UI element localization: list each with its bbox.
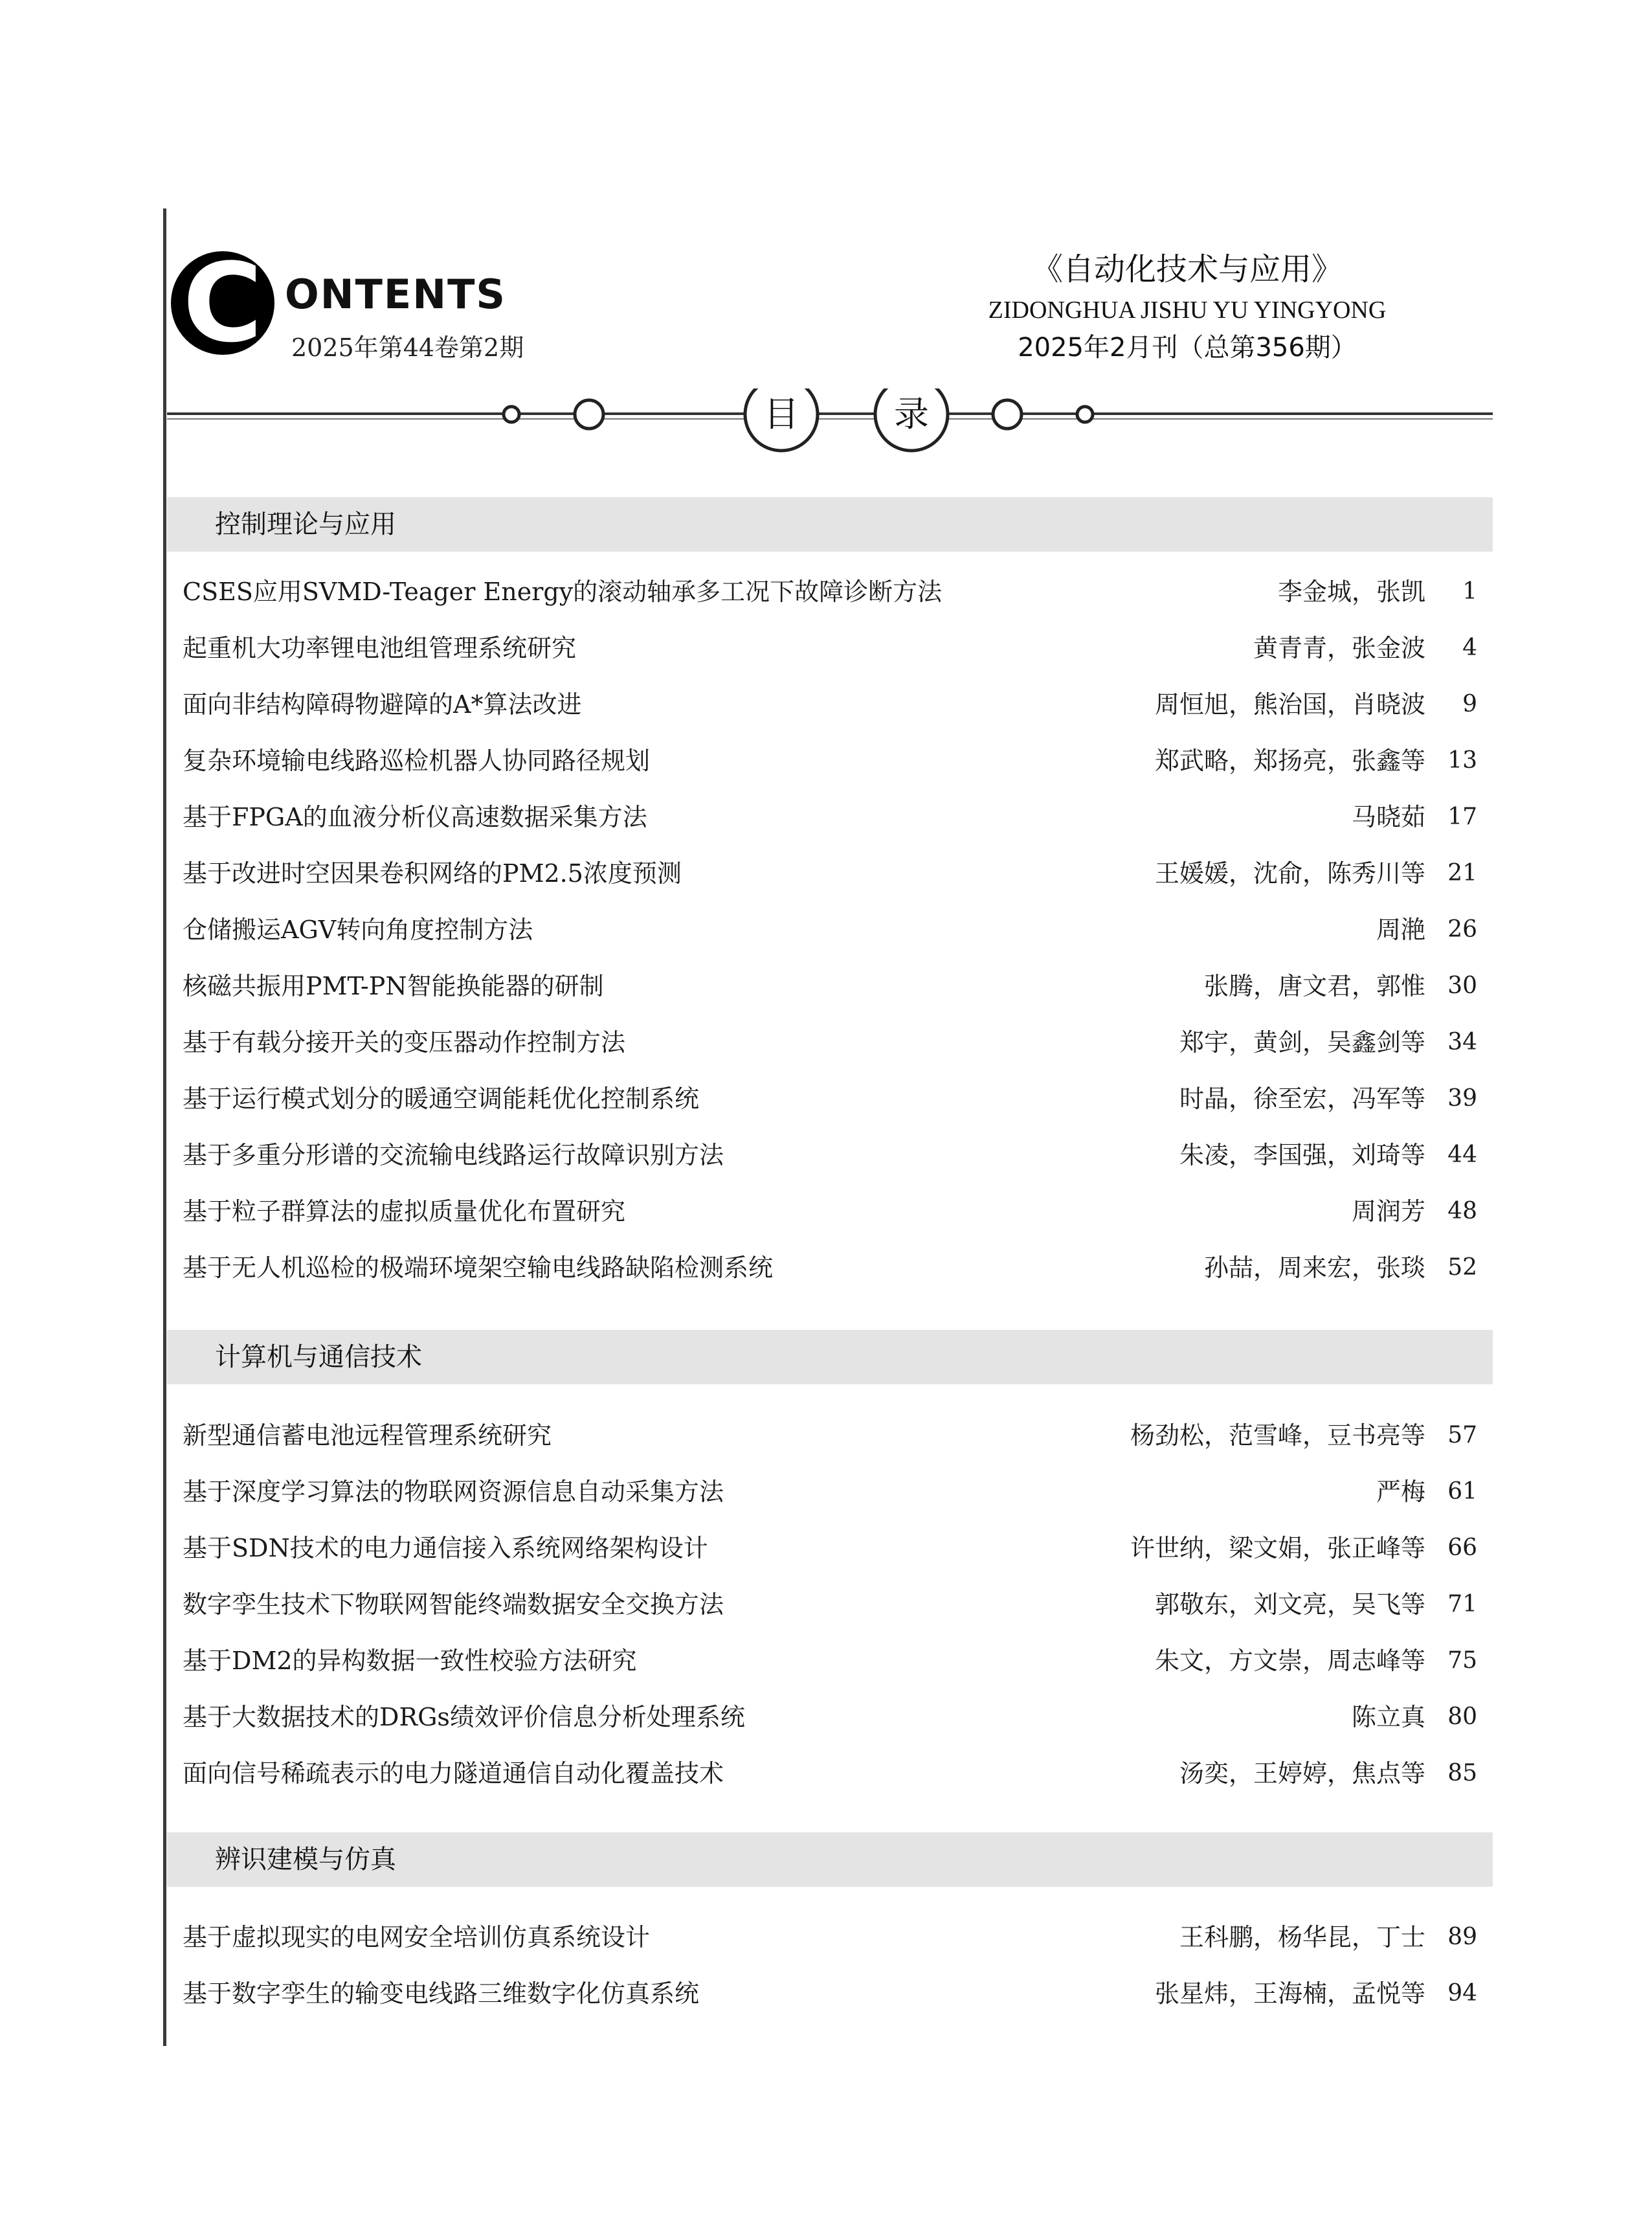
left-margin-rule xyxy=(163,208,166,2046)
divider-line-thin xyxy=(167,418,1493,420)
entry-page: 21 xyxy=(1447,860,1477,886)
entry-page: 61 xyxy=(1447,1478,1477,1505)
entry-title: 新型通信蓄电池远程管理系统研究 xyxy=(183,1421,552,1450)
divider-dot-small-left xyxy=(504,407,519,422)
section-title: 计算机与通信技术 xyxy=(215,1342,422,1372)
toc-entry[interactable] xyxy=(183,1641,1477,1680)
divider-dot-large-left xyxy=(575,400,603,429)
contents-logo-c: C xyxy=(171,251,274,355)
section-title: 辨识建模与仿真 xyxy=(215,1845,396,1874)
entry-title: 仓储搬运AGV转向角度控制方法 xyxy=(183,916,533,944)
entry-page: 48 xyxy=(1447,1198,1477,1224)
entry-authors: 马晓茹 xyxy=(1351,803,1425,831)
entry-authors: 王科鹏，杨华昆，丁士 xyxy=(1179,1923,1425,1951)
journal-pinyin: ZIDONGHUA JISHU YU YINGYONG xyxy=(988,297,1387,324)
entry-authors: 张腾，唐文君，郭惟 xyxy=(1203,972,1425,1000)
entry-title: 起重机大功率锂电池组管理系统研究 xyxy=(183,634,577,662)
toc-divider xyxy=(0,388,1652,453)
toc-entry[interactable] xyxy=(183,685,1477,724)
entry-title: 基于多重分形谱的交流输电线路运行故障识别方法 xyxy=(183,1141,724,1169)
entry-page: 71 xyxy=(1447,1591,1477,1617)
entry-page: 13 xyxy=(1447,747,1477,774)
entry-title: 核磁共振用PMT-PN智能换能器的研制 xyxy=(183,972,604,1000)
section-bar-modeling-simulation xyxy=(167,1832,1493,1887)
entry-authors: 严梅 xyxy=(1376,1478,1425,1506)
entry-page: 80 xyxy=(1447,1703,1477,1730)
toc-entry[interactable] xyxy=(183,629,1477,668)
entry-page: 75 xyxy=(1447,1647,1477,1674)
entry-authors: 张星炜，王海楠，孟悦等 xyxy=(1154,1979,1425,2008)
entry-authors: 许世纳，梁文娟，张正峰等 xyxy=(1130,1534,1425,1562)
entry-authors: 周恒旭，熊治国，肖晓波 xyxy=(1154,690,1425,719)
divider-dot-small-right xyxy=(1077,407,1093,422)
entry-authors: 孙喆，周来宏，张琰 xyxy=(1203,1254,1425,1282)
toc-entry[interactable] xyxy=(183,572,1477,611)
entry-title: 基于大数据技术的DRGs绩效评价信息分析处理系统 xyxy=(183,1703,745,1731)
entry-title: 基于FPGA的血液分析仪高速数据采集方法 xyxy=(183,803,647,831)
entry-page: 26 xyxy=(1447,916,1477,943)
journal-issue: 2025年2月刊（总第356期） xyxy=(1018,333,1357,363)
entry-title: 基于数字孪生的输变电线路三维数字化仿真系统 xyxy=(183,1979,700,2008)
section-bar-computer-communication xyxy=(167,1330,1493,1384)
entry-authors: 王媛媛，沈俞，陈秀川等 xyxy=(1154,859,1425,888)
toc-entry[interactable] xyxy=(183,741,1477,780)
entry-authors: 汤奕，王婷婷，焦点等 xyxy=(1179,1759,1425,1788)
entry-authors: 郑武略，郑扬亮，张鑫等 xyxy=(1154,747,1425,775)
entry-page: 85 xyxy=(1447,1760,1477,1786)
toc-entry[interactable] xyxy=(183,1974,1477,2013)
entry-title: 基于DM2的异构数据一致性校验方法研究 xyxy=(183,1647,637,1675)
toc-entry[interactable] xyxy=(183,1192,1477,1231)
entry-authors: 周滟 xyxy=(1376,916,1425,944)
entry-title: 面向信号稀疏表示的电力隧道通信自动化覆盖技术 xyxy=(183,1759,724,1788)
entry-authors: 李金城，张凯 xyxy=(1277,578,1425,606)
entry-page: 9 xyxy=(1462,691,1477,717)
toc-entry[interactable] xyxy=(183,1416,1477,1455)
entry-authors: 黄青青，张金波 xyxy=(1253,634,1425,662)
entry-title: CSES应用SVMD-Teager Energy的滚动轴承多工况下故障诊断方法 xyxy=(183,578,943,606)
toc-entry[interactable] xyxy=(183,967,1477,1006)
entry-title: 基于虚拟现实的电网安全培训仿真系统设计 xyxy=(183,1923,651,1951)
entry-page: 57 xyxy=(1447,1422,1477,1448)
toc-entry[interactable] xyxy=(183,854,1477,893)
entry-authors: 郑宇，黄剑，吴鑫剑等 xyxy=(1179,1028,1425,1057)
entry-title: 基于粒子群算法的虚拟质量优化布置研究 xyxy=(183,1197,626,1226)
divider-dot-large-right xyxy=(993,400,1021,429)
entry-title: 基于SDN技术的电力通信接入系统网络架构设计 xyxy=(183,1534,708,1562)
toc-entry[interactable] xyxy=(183,1472,1477,1511)
toc-entry[interactable] xyxy=(183,1918,1477,1957)
entry-title: 数字孪生技术下物联网智能终端数据安全交换方法 xyxy=(183,1590,724,1619)
entry-page: 17 xyxy=(1447,804,1477,830)
issue-volume-cn: 2025年第44卷第2期 xyxy=(291,333,524,362)
toc-entry[interactable] xyxy=(183,1585,1477,1624)
entry-authors: 杨劲松，范雪峰，豆书亮等 xyxy=(1130,1421,1425,1450)
journal-header xyxy=(896,247,1479,366)
toc-entry[interactable] xyxy=(183,910,1477,949)
toc-entry[interactable] xyxy=(183,1079,1477,1118)
entry-page: 1 xyxy=(1462,578,1477,605)
entry-authors: 朱凌，李国强，刘琦等 xyxy=(1179,1141,1425,1169)
entry-title: 基于无人机巡检的极端环境架空输电线路缺陷检测系统 xyxy=(183,1254,774,1282)
entry-page: 34 xyxy=(1447,1029,1477,1055)
toc-entry[interactable] xyxy=(183,1248,1477,1287)
divider-line xyxy=(167,412,1493,415)
entry-page: 52 xyxy=(1447,1254,1477,1281)
entry-page: 89 xyxy=(1447,1924,1477,1950)
entry-page: 39 xyxy=(1447,1085,1477,1112)
toc-entry[interactable] xyxy=(183,1754,1477,1793)
entry-authors: 周润芳 xyxy=(1351,1197,1425,1226)
entry-authors: 时晶，徐至宏，冯军等 xyxy=(1179,1085,1425,1113)
entry-title: 面向非结构障碍物避障的A*算法改进 xyxy=(183,690,582,719)
journal-title: 《自动化技术与应用》 xyxy=(1031,251,1343,287)
toc-entry[interactable] xyxy=(183,1529,1477,1568)
toc-char-1: 目 xyxy=(764,394,799,434)
section-title: 控制理论与应用 xyxy=(215,510,396,539)
toc-char-2: 录 xyxy=(894,394,929,434)
entry-page: 94 xyxy=(1447,1980,1477,2007)
entry-page: 30 xyxy=(1447,972,1477,999)
entry-title: 复杂环境输电线路巡检机器人协同路径规划 xyxy=(183,747,651,775)
toc-entry[interactable] xyxy=(183,1698,1477,1737)
entry-page: 44 xyxy=(1447,1141,1477,1168)
toc-entry[interactable] xyxy=(183,1023,1477,1062)
entry-authors: 郭敬东，刘文亮，吴飞等 xyxy=(1154,1590,1425,1619)
entry-page: 66 xyxy=(1447,1535,1477,1561)
entry-page: 4 xyxy=(1462,635,1477,661)
toc-entry[interactable] xyxy=(183,798,1477,837)
section-bar-control-theory xyxy=(167,497,1493,552)
entry-authors: 朱文，方文崇，周志峰等 xyxy=(1154,1647,1425,1675)
entry-title: 基于改进时空因果卷积网络的PM2.5浓度预测 xyxy=(183,859,682,888)
contents-logo-word: ONTENTS xyxy=(285,271,507,318)
entry-title: 基于运行模式划分的暖通空调能耗优化控制系统 xyxy=(183,1085,700,1113)
entry-title: 基于深度学习算法的物联网资源信息自动采集方法 xyxy=(183,1478,724,1506)
entry-title: 基于有载分接开关的变压器动作控制方法 xyxy=(183,1028,626,1057)
toc-entry[interactable] xyxy=(183,1136,1477,1175)
entry-authors: 陈立真 xyxy=(1351,1703,1425,1731)
